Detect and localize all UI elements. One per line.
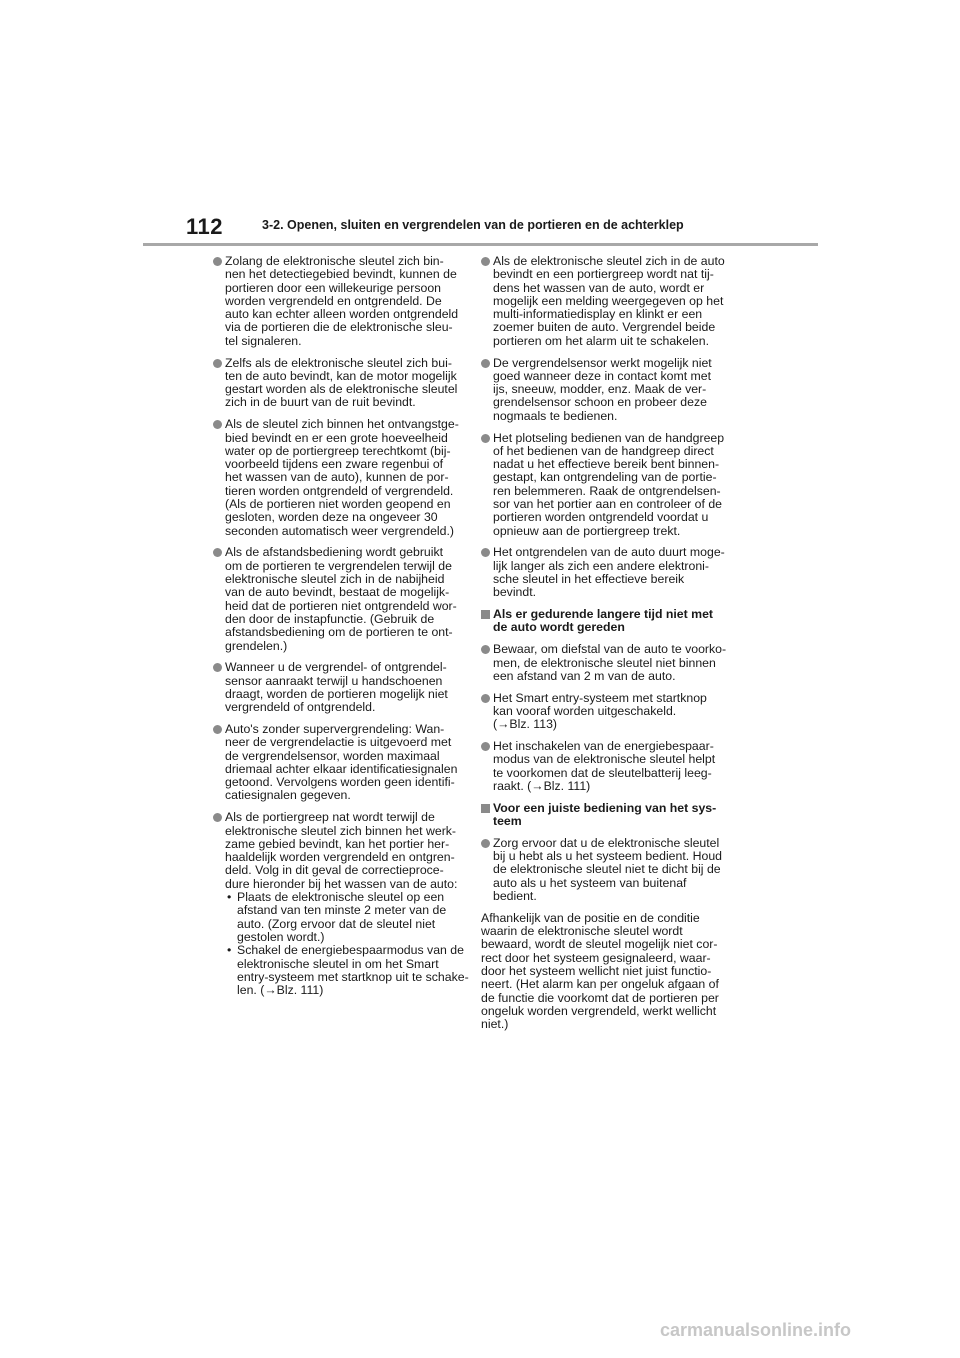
text-line: bevindt en een portiergreep wordt nat tij-	[493, 267, 714, 282]
text-line: bedient.	[493, 888, 537, 903]
text-line: portieren om het alarm uit te schakelen.	[493, 333, 709, 348]
text-line: rect door het systeem gesignaleerd, waar-	[481, 950, 711, 965]
text-line: deld. Volg in dit geval de correctieproce-	[225, 863, 444, 878]
bullet-text	[225, 723, 471, 803]
text-line: voorbeeld tijdens een zware regenbui of	[225, 457, 444, 472]
body-paragraph	[481, 912, 739, 1032]
text-line: sor van het portier aan en controleer of de	[493, 497, 722, 512]
section-heading	[481, 802, 739, 829]
text-line: Wanneer u de vergrendel- of ontgrendel-	[225, 660, 447, 675]
text-line: Voor een juiste bediening van het sys-	[493, 800, 717, 815]
sub-list-item	[227, 943, 471, 998]
text-line: waarin de elektronische sleutel wordt	[481, 924, 683, 939]
text-line: bevindt.	[493, 585, 537, 600]
text-line: modus van de elektronische sleutel helpt	[493, 752, 716, 767]
text-line: ijs, sneeuw, modder, enz. Maak de ver-	[493, 382, 707, 397]
bullet-text	[225, 546, 471, 652]
bullet-text	[225, 661, 471, 714]
text-line: Bewaar, om diefstal van de auto te voorko-	[493, 642, 727, 657]
square-marker-icon	[481, 804, 490, 813]
text-line: Het inschakelen van de energiebespaar-	[493, 739, 714, 753]
text-line: portieren worden ontgrendeld voordat u	[493, 510, 709, 525]
heading-text	[493, 802, 739, 829]
page-number: 112	[186, 214, 223, 239]
text-line: van de auto bevindt, bestaat de mogelijk-	[225, 585, 450, 600]
text-line: neert. (Het alarm kan per ongeluk afgaan of	[481, 977, 719, 992]
text-line: niet.)	[481, 1017, 509, 1032]
bullet-circle-icon	[213, 359, 222, 368]
text-line: Plaats de elektronische sleutel op een	[237, 890, 445, 905]
bullet-circle-icon	[213, 725, 222, 734]
bullet-circle-icon	[481, 359, 490, 368]
text-line: auto. (Zorg ervoor dat de sleutel niet	[237, 916, 436, 931]
bullet-circle-icon	[213, 257, 222, 266]
text-line: Als de portiergreep nat wordt terwijl de	[225, 810, 435, 825]
bullet-item	[481, 740, 739, 793]
text-line: Als de sleutel zich binnen het ontvangstge-	[225, 417, 459, 432]
text-line: raakt. (→Blz. 111)	[493, 778, 591, 793]
text-line: catiesignalen gegeven.	[225, 788, 351, 803]
bullet-item	[213, 418, 471, 538]
text-line: de auto wordt gereden	[493, 620, 625, 635]
text-line: Zelfs als de elektronische sleutel zich bui-	[225, 355, 452, 370]
text-line: het wassen van de auto), kunnen de por-	[225, 470, 449, 485]
text-line: elektronische sleutel zich binnen het werk-	[225, 823, 457, 838]
text-line: te voorkomen dat de sleutelbatterij leeg-	[493, 765, 712, 780]
bullet-text	[493, 740, 739, 793]
text-line: lijk langer als zich een andere elektroni-	[493, 558, 709, 573]
text-line: (→Blz. 113)	[493, 717, 558, 732]
text-line: Schakel de energiebespaarmodus van de	[237, 943, 464, 958]
text-line: de elektronische sleutel niet te dicht bij de	[493, 862, 721, 877]
text-line: Het ontgrendelen van de auto duurt moge-	[493, 545, 725, 560]
text-line: goed wanneer deze in contact komt met	[493, 368, 712, 383]
text-line: vergrendeld of ontgrendeld.	[225, 700, 376, 715]
text-line: zoemer buiten de auto. Vergrendel beide	[493, 320, 716, 335]
text-line: haaldelijk worden vergrendeld en ontgren-	[225, 850, 455, 865]
text-line: gesloten, worden deze na ongeveer 30	[225, 510, 438, 525]
text-line: bij u hebt als u het systeem bedient. Houd	[493, 849, 722, 864]
bullet-item	[213, 661, 471, 714]
bullet-circle-icon	[481, 742, 490, 751]
bullet-item	[481, 546, 739, 599]
bullet-text	[225, 811, 471, 997]
bullet-circle-icon	[481, 434, 490, 443]
bullet-circle-icon	[213, 420, 222, 429]
bullet-text	[481, 912, 739, 1032]
bullet-text	[493, 837, 739, 903]
text-line: elektronische sleutel zich in de nabijheid	[225, 572, 445, 587]
bullet-circle-icon	[481, 839, 490, 848]
text-line: Als er gedurende langere tijd niet met	[493, 607, 714, 622]
bullet-text	[493, 357, 739, 423]
square-marker-icon	[481, 610, 490, 619]
bullet-item	[213, 255, 471, 348]
heading-text	[493, 608, 739, 635]
text-line: via de portieren die de elektronische sleu-	[225, 320, 453, 335]
text-line: water op de portiergreep terechtkomt (bij-	[225, 443, 451, 458]
text-line: elektronische sleutel in om het Smart	[237, 956, 439, 971]
text-line: (Als de portieren niet worden geopend en	[225, 497, 451, 512]
bullet-item	[213, 357, 471, 410]
text-line: bewaard, wordt de sleutel mogelijk niet cor-	[481, 937, 718, 952]
bullet-circle-icon	[481, 257, 490, 266]
bullet-text	[493, 643, 739, 683]
text-line: Auto's zonder supervergrendeling: Wan-	[225, 722, 445, 736]
text-line: de functie die voorkomt dat de portieren per	[481, 990, 719, 1005]
bullet-item	[213, 811, 471, 997]
text-line: len. (→Blz. 111)	[237, 983, 324, 998]
text-line: portieren door een willekeurige persoon	[225, 280, 442, 295]
text-line: nadat u het effectieve bereik bent binnen-	[493, 457, 720, 472]
bullet-circle-icon	[481, 548, 490, 557]
text-line: Afhankelijk van de positie en de conditie	[481, 910, 700, 925]
text-line: heid dat de portieren niet ontgrendeld wor-	[225, 598, 457, 613]
right-column	[481, 255, 739, 1040]
text-line: multi-informatiedisplay en klinkt er een	[493, 307, 703, 322]
text-line: dure hieronder bij het wassen van de auto:	[225, 876, 458, 891]
text-line: of het bedienen van de handgreep direct	[493, 443, 714, 458]
text-line: Als de elektronische sleutel zich in de auto	[493, 254, 725, 268]
text-line: Zorg ervoor dat u de elektronische sleutel	[493, 835, 720, 850]
sub-list-item	[227, 890, 471, 944]
bullet-circle-icon	[213, 548, 222, 557]
bullet-item	[481, 643, 739, 683]
bullet-circle-icon	[213, 813, 222, 822]
text-line: sche sleutel in het effectieve bereik	[493, 572, 685, 587]
header-divider	[143, 243, 818, 246]
text-line: ongeluk worden vergrendeld, werkt wellicht	[481, 1003, 717, 1018]
text-line: worden vergrendeld en ontgrendeld. De	[225, 293, 442, 308]
text-line: grendelen.)	[225, 638, 288, 653]
text-line: een afstand van 2 m van de auto.	[493, 668, 676, 683]
text-line: auto als u het systeem van buitenaf	[493, 875, 687, 890]
text-line: opnieuw aan de portiergreep trekt.	[493, 523, 681, 538]
text-line: mogelijk een melding weergegeven op het	[493, 293, 724, 308]
bullet-text	[493, 692, 739, 732]
bullet-text	[225, 418, 471, 538]
text-line: ren belemmeren. Raak de ontgrendelsen-	[493, 483, 721, 498]
bullet-item	[481, 692, 739, 732]
left-column	[213, 255, 471, 1006]
bullet-item	[481, 432, 739, 538]
bullet-text	[493, 255, 739, 348]
text-line: men, de elektronische sleutel niet binnen	[493, 655, 716, 670]
text-line: neer de vergrendelactie is uitgevoerd met	[225, 735, 452, 750]
text-line: bied bevindt en er een grote hoeveelheid	[225, 430, 448, 445]
text-line: sensor aanraakt terwijl u handschoenen	[225, 673, 443, 688]
text-line: kan vooraf worden uitgeschakeld.	[493, 703, 677, 718]
bullet-text	[493, 546, 739, 599]
text-line: gestolen wordt.)	[237, 929, 325, 944]
text-line: auto kan echter alleen worden ontgrendeld	[225, 307, 459, 322]
text-line: de vergrendelsensor, worden maximaal	[225, 748, 440, 763]
text-line: seconden automatisch weer vergrendeld.)	[225, 523, 454, 538]
bullet-text	[225, 255, 471, 348]
section-heading	[481, 608, 739, 635]
text-line: grendelsensor schoon en probeer deze	[493, 395, 707, 410]
sub-bullet-icon: •	[227, 943, 232, 958]
text-line: afstandsbediening om de portieren te ont-	[225, 625, 453, 640]
text-line: ten de auto bevindt, kan de motor mogelijk	[225, 368, 457, 383]
text-line: Zolang de elektronische sleutel zich bin-	[225, 254, 444, 268]
bullet-circle-icon	[481, 694, 490, 703]
text-line: Het plotseling bedienen van de handgreep	[493, 430, 725, 445]
text-line: zame gebied bevindt, kan het portier her-	[225, 836, 450, 851]
bullet-item	[481, 357, 739, 423]
bullet-circle-icon	[481, 645, 490, 654]
text-line: draagt, worden de portieren mogelijk niet	[225, 686, 448, 701]
text-line: dens het wassen van de auto, wordt er	[493, 280, 705, 295]
text-line: den door de instapfunctie. (Gebruik de	[225, 611, 435, 626]
section-title: 3-2. Openen, sluiten en vergrendelen van de portieren en de achterklep	[262, 218, 684, 232]
bullet-text	[225, 357, 471, 410]
bullet-item	[213, 723, 471, 803]
text-line: teem	[493, 813, 522, 828]
bullet-circle-icon	[213, 663, 222, 672]
text-line: Het Smart entry-systeem met startknop	[493, 690, 707, 705]
text-line: Als de afstandsbediening wordt gebruikt	[225, 545, 444, 560]
bullet-item	[213, 546, 471, 652]
text-line: zich in de buurt van de ruit bevindt.	[225, 395, 416, 410]
text-line: entry-systeem met startknop uit te schake-	[237, 969, 469, 984]
watermark: carmanualsonline.info	[660, 1320, 852, 1340]
text-line: De vergrendelsensor werkt mogelijk niet	[493, 355, 712, 370]
text-line: gestapt, kan ontgrendeling van de portie-	[493, 470, 717, 485]
bullet-item	[481, 255, 739, 348]
bullet-text	[493, 432, 739, 538]
bullet-item	[481, 837, 739, 903]
text-line: nen het detectiegebied bevindt, kunnen de	[225, 267, 457, 282]
text-line: afstand van ten minste 2 meter van de	[237, 903, 447, 918]
text-line: tieren worden ontgrendeld of vergrendeld.	[225, 483, 454, 498]
text-line: door het systeem wellicht niet juist functio-	[481, 963, 712, 978]
text-line: tel signaleren.	[225, 333, 302, 348]
sub-bullet-icon: •	[227, 890, 232, 905]
text-line: om de portieren te vergrendelen terwijl de	[225, 558, 452, 573]
text-line: getoond. Vervolgens worden geen identifi-	[225, 775, 455, 790]
text-line: nogmaals te bedienen.	[493, 408, 618, 423]
text-line: driemaal achter elkaar identificatiesignalen	[225, 761, 458, 776]
text-line: gestart worden als de elektronische sleutel	[225, 382, 458, 397]
